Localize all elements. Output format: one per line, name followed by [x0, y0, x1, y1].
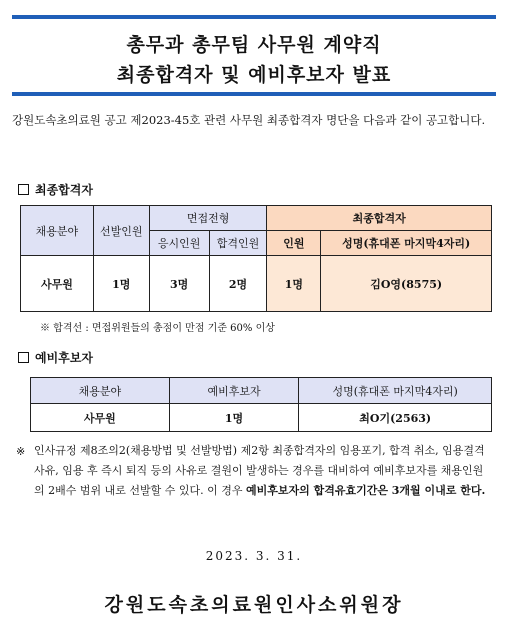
reserve-cell-reserve: 1명	[169, 404, 299, 432]
reserve-note-text: 인사규정 제8조의2(채용방법 및 선발방법) 제2항 최종합격자의 임용포기, 합격 취소, 임용결격 사유, 임용 후 즉시 퇴직 등의 사유로 결원이 발생하는 경우를 대비하여 예비후보자를 채용인원의 2배수 범위 내로 선발할 수 있다. 이 경우	[34, 444, 485, 497]
cell-count: 1명	[267, 256, 321, 312]
header-field: 채용분야	[21, 206, 94, 256]
reserve-section-heading	[18, 349, 93, 366]
signature: 강원도속초의료원인사소위원장	[104, 594, 404, 616]
title-bottom-rule	[12, 92, 496, 96]
reserve-cell-name: 최O기(2563)	[299, 404, 492, 432]
checkbox-square-icon	[18, 352, 29, 363]
header-count: 인원	[267, 231, 321, 256]
reserve-header-name: 성명(휴대폰 마지막4자리)	[299, 378, 492, 404]
cell-name: 김O영(8575)	[321, 256, 492, 312]
reserve-table	[30, 377, 492, 432]
cell-applicants: 3명	[149, 256, 209, 312]
reserve-header-reserve: 예비후보자	[169, 378, 299, 404]
header-final: 최종합격자	[267, 206, 492, 231]
top-rule	[12, 15, 496, 19]
final-result-table	[20, 205, 492, 312]
cell-field: 사무원	[21, 256, 94, 312]
reserve-section-title: 예비후보자	[35, 351, 93, 365]
reserve-note-mark: ※	[16, 445, 26, 458]
header-name: 성명(휴대폰 마지막4자리)	[321, 231, 492, 256]
header-applicants: 응시인원	[149, 231, 209, 256]
header-selected: 선발인원	[93, 206, 149, 256]
intro-paragraph: 강원도속초의료원 공고 제2023-45호 관련 사무원 최종합격자 명단을 다음과 같이 공고합니다.	[12, 113, 486, 127]
reserve-header-field: 채용분야	[31, 378, 170, 404]
page-title-line1: 총무과 총무팀 사무원 계약직	[126, 34, 382, 56]
announcement-date: 2023. 3. 31.	[205, 549, 303, 563]
pass-line-note: ※ 합격선 : 면접위원들의 총점이 만점 기준 60% 이상	[40, 323, 275, 334]
page-title-line2: 최종합격자 및 예비후보자 발표	[116, 64, 392, 86]
final-section-heading	[18, 181, 93, 198]
header-interview: 면접전형	[149, 206, 267, 231]
header-passed: 합격인원	[209, 231, 267, 256]
checkbox-square-icon	[18, 184, 29, 195]
reserve-note	[34, 441, 492, 501]
reserve-note-bold: 예비후보자의 합격유효기간은 3개월 이내로 한다.	[245, 484, 486, 497]
cell-passed: 2명	[209, 256, 267, 312]
final-section-title: 최종합격자	[35, 183, 93, 197]
reserve-cell-field: 사무원	[31, 404, 170, 432]
cell-selected: 1명	[93, 256, 149, 312]
